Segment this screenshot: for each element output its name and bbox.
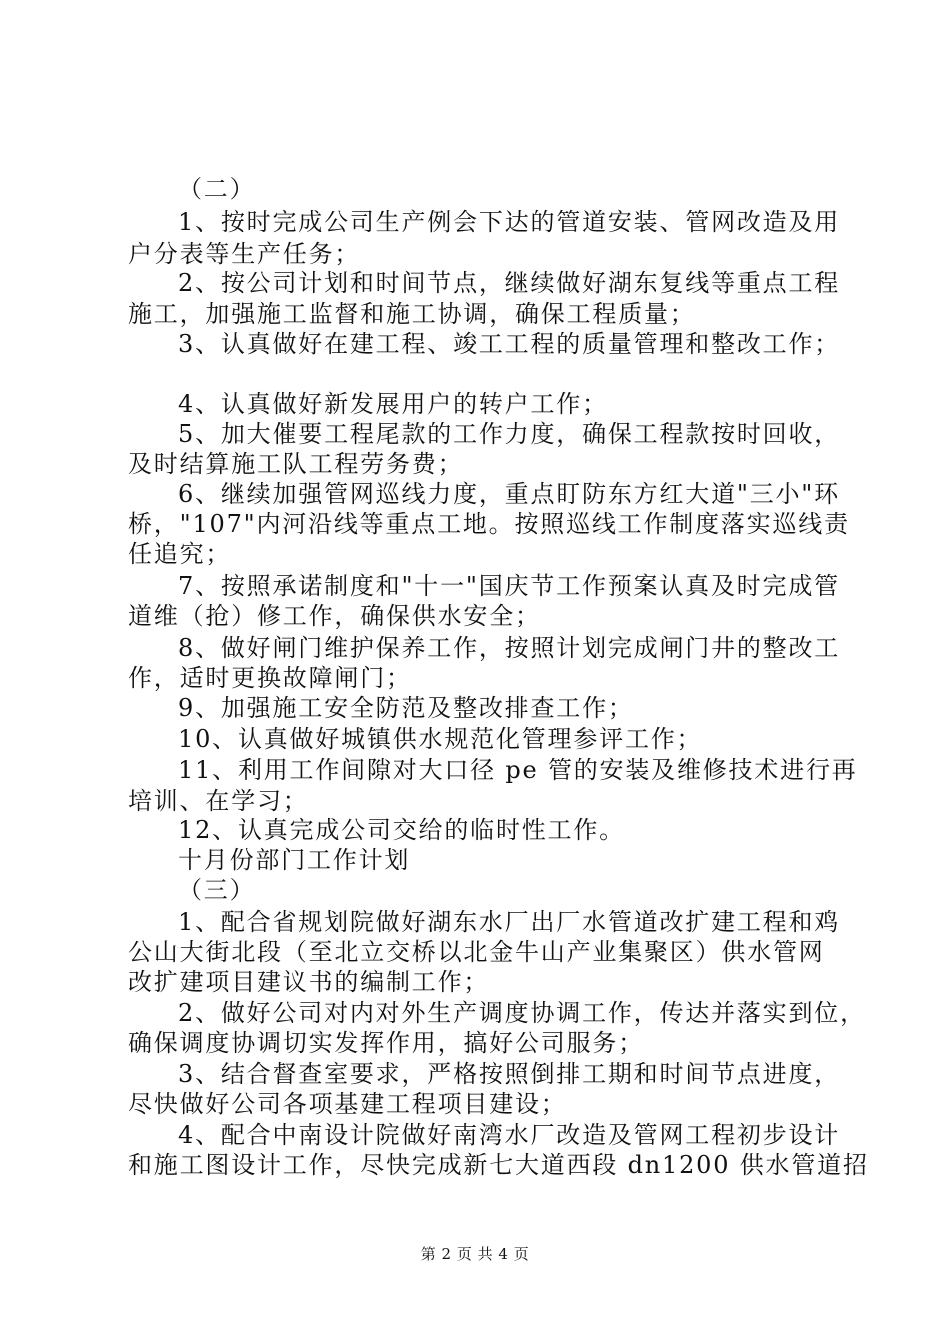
text-line: 公山大街北段（至北立交桥以北金牛山产业集聚区）供水管网 <box>128 938 825 966</box>
text-line: 4、配合中南设计院做好南湾水厂改造及管网工程初步设计 <box>178 1121 841 1149</box>
section-title: 十月份部门工作计划 <box>178 846 411 874</box>
text-line: 及时结算施工队工程劳务费； <box>128 450 464 478</box>
text-line: 1、配合省规划院做好湖东水厂出厂水管道改扩建工程和鸡 <box>178 908 841 936</box>
section-heading-3: （三） <box>178 876 256 904</box>
text-line: 9、加强施工安全防范及整改排查工作； <box>178 694 634 722</box>
text-line: 和施工图设计工作，尽快完成新七大道西段 dn1200 供水管道招 <box>128 1151 869 1179</box>
text-line: 5、加大催要工程尾款的工作力度，确保工程款按时回收， <box>178 420 841 448</box>
text-line: 施工，加强施工监督和施工协调，确保工程质量； <box>128 300 696 328</box>
text-line: 培训、在学习； <box>128 787 309 815</box>
text-line: 11、利用工作间隙对大口径 pe 管的安装及维修技术进行再 <box>178 756 858 784</box>
text-line: 4、认真做好新发展用户的转户工作； <box>178 390 608 418</box>
text-line: 1、按时完成公司生产例会下达的管道安装、管网改造及用 <box>178 208 841 236</box>
section-heading-2: （二） <box>178 175 256 203</box>
text-line: 作，适时更换故障闸门； <box>128 664 412 692</box>
text-line: 7、按照承诺制度和"十一"国庆节工作预案认真及时完成管 <box>178 572 840 600</box>
text-line: 任追究； <box>128 540 232 568</box>
text-line: 道维（抢）修工作，确保供水安全； <box>128 602 541 630</box>
text-line: 桥，"107"内河沿线等重点工地。按照巡线工作制度落实巡线责 <box>128 510 850 538</box>
text-line: 3、认真做好在建工程、竣工工程的质量管理和整改工作； <box>178 330 841 358</box>
text-line: 12、认真完成公司交给的临时性工作。 <box>178 816 625 844</box>
text-line: 确保调度协调切实发挥作用，搞好公司服务； <box>128 1029 644 1057</box>
text-line: 尽快做好公司各项基建工程项目建设； <box>128 1090 567 1118</box>
text-line: 3、结合督查室要求，严格按照倒排工期和时间节点进度， <box>178 1060 841 1088</box>
text-line: 2、按公司计划和时间节点，继续做好湖东复线等重点工程 <box>178 269 841 297</box>
text-line: 改扩建项目建议书的编制工作； <box>128 968 490 996</box>
text-line: 6、继续加强管网巡线力度，重点盯防东方红大道"三小"环 <box>178 480 840 508</box>
text-line: 8、做好闸门维护保养工作，按照计划完成闸门井的整改工 <box>178 634 841 662</box>
text-line: 2、做好公司对内对外生产调度协调工作，传达并落实到位， <box>178 999 866 1027</box>
text-line: 户分表等生产任务； <box>128 240 361 268</box>
text-line: 10、认真做好城镇供水规范化管理参评工作； <box>178 725 703 753</box>
page-number-footer: 第 2 页 共 4 页 <box>420 1245 530 1263</box>
